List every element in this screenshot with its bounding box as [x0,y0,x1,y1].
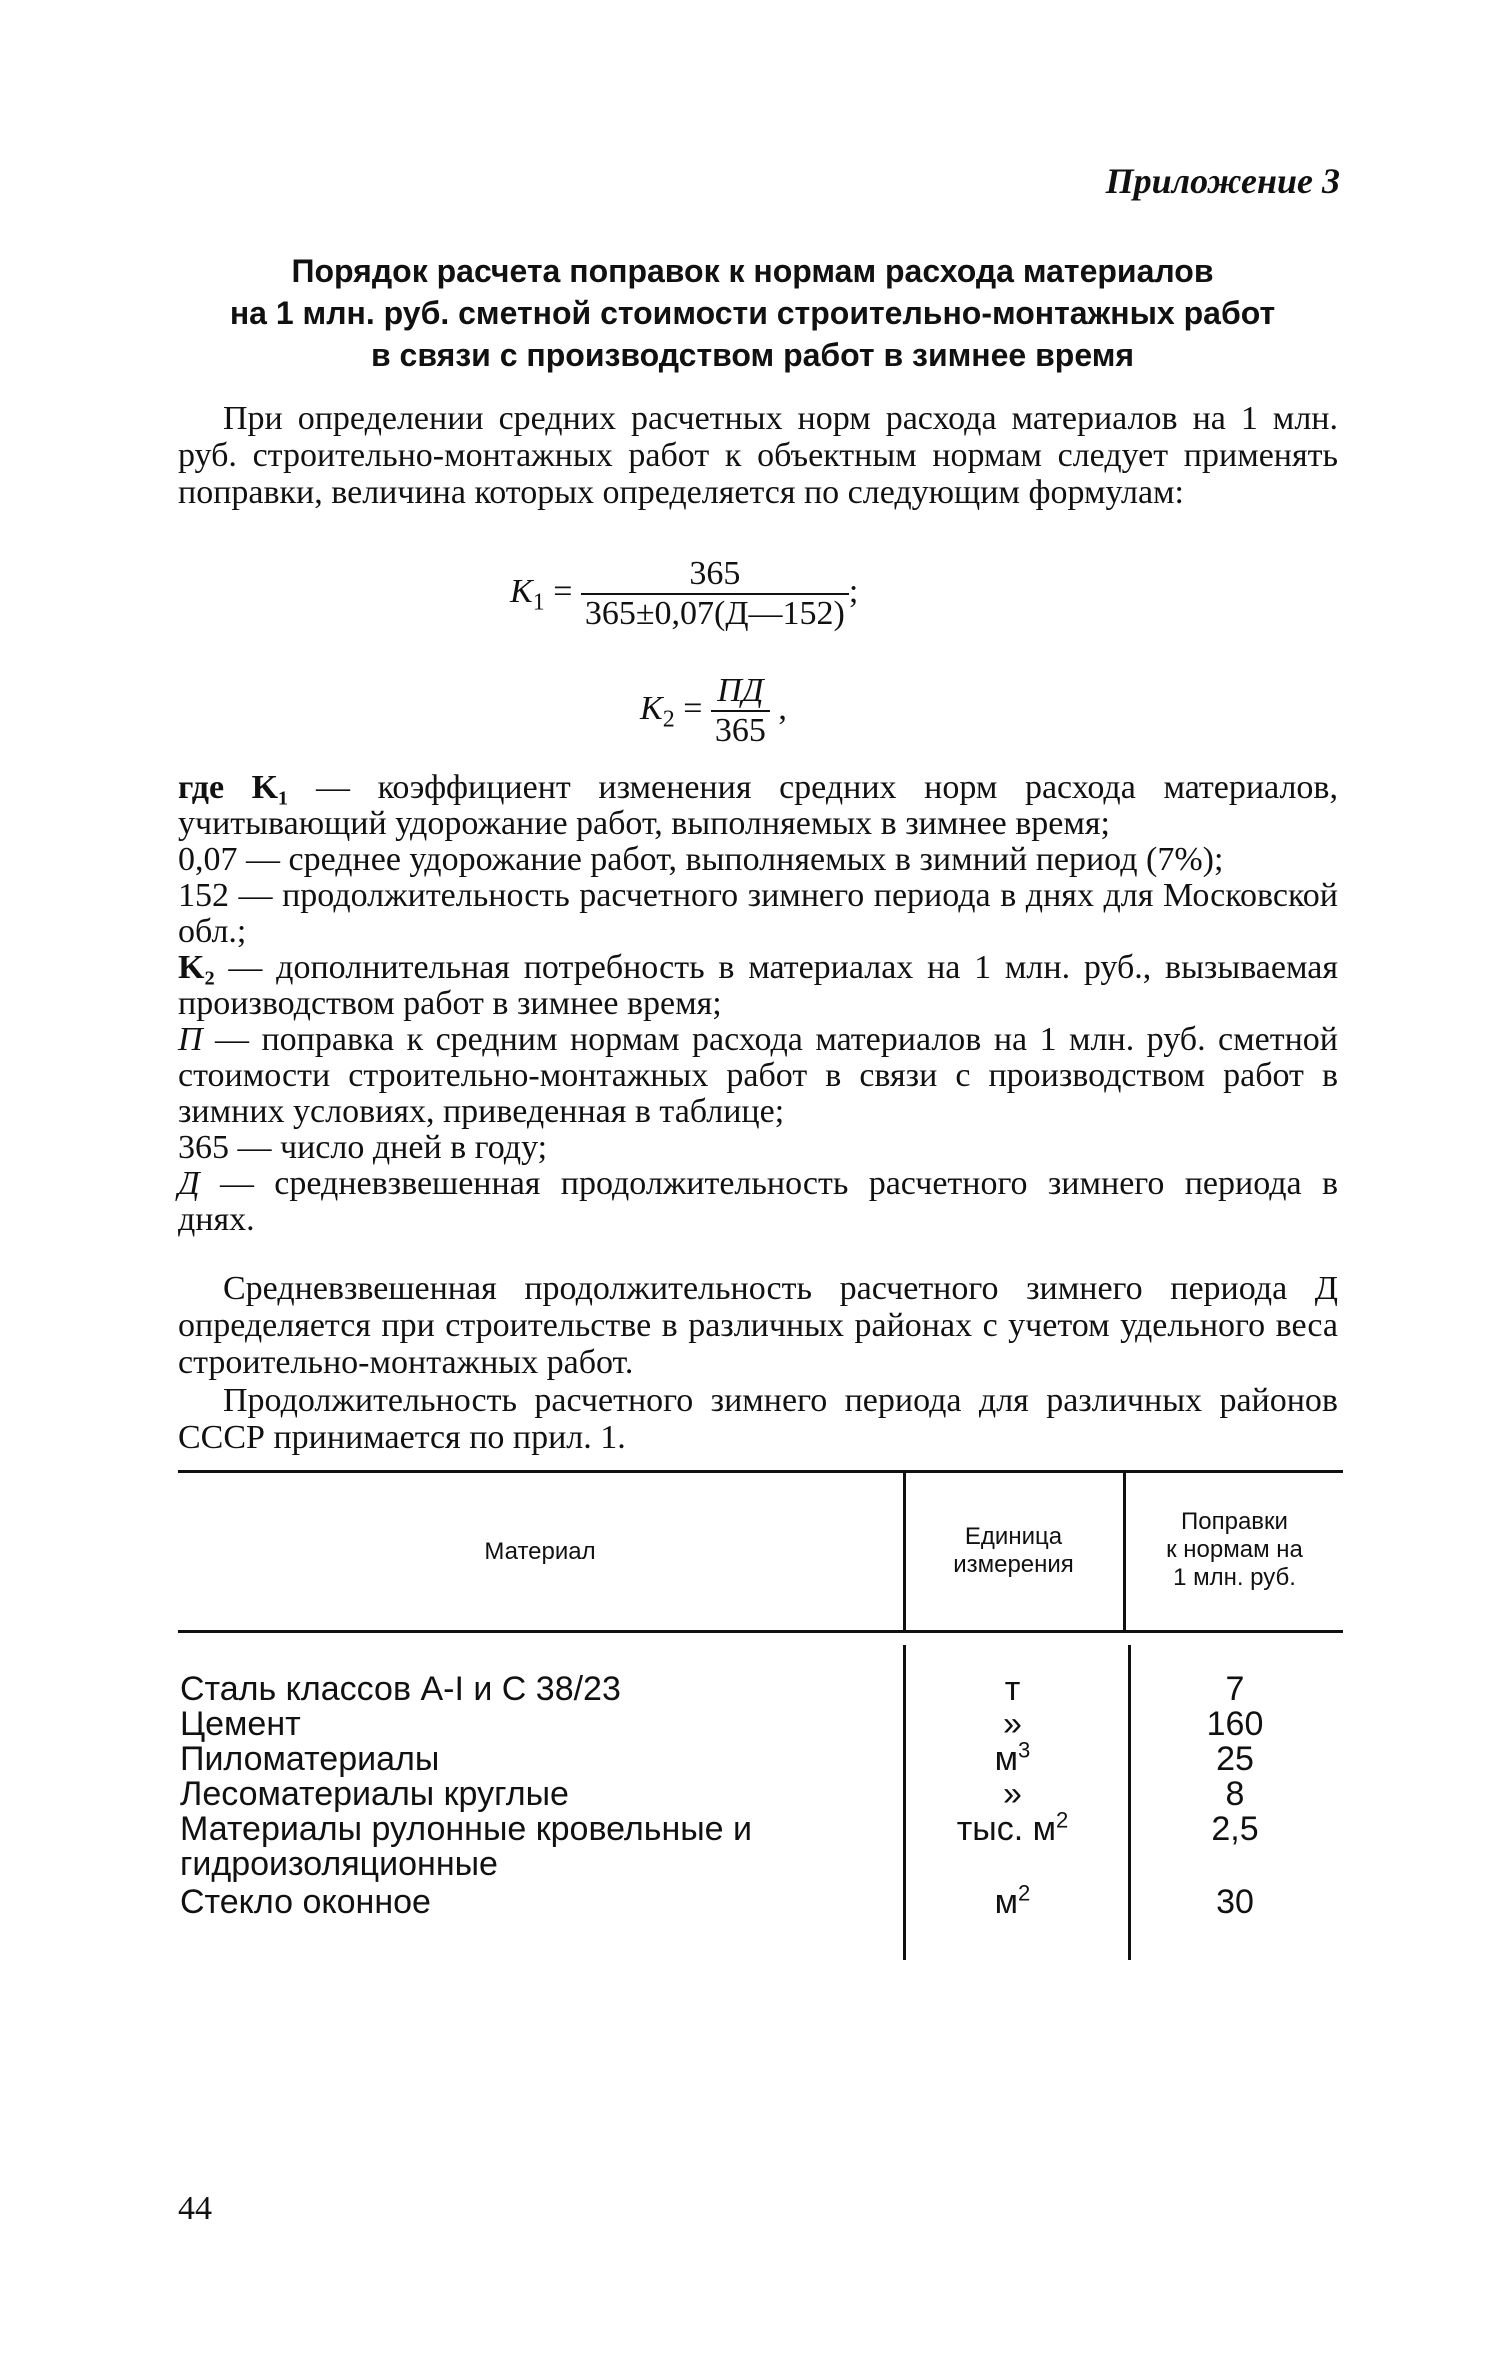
table-row-unit: тыс. $м^2$ [956,1807,1069,1848]
definition-item [178,770,1338,842]
title-line-2: на 1 млн. руб. сметной стоимости строительно-монтажных работ [229,295,1276,331]
definition-item [178,878,1338,950]
table-header-correction [1126,1508,1343,1592]
table-row-value: 160 [1206,1705,1264,1743]
definition-term: П [178,1021,203,1058]
table-row-material: Лесоматериалы круглые [180,1775,569,1813]
table-row-unit: $м^2$ [994,1880,1031,1921]
paragraph-winter-period: Продолжительность расчетного зимнего периода для различных районов СССР принимается по прил. 1. [178,1382,1338,1456]
table-header-correction-line: Поправки [1181,1508,1288,1535]
formula-k1-fraction [581,555,849,633]
formula-k2-numerator: ПД [711,672,770,712]
formula-k2-tail: , [778,689,787,727]
table-row-material: Цемент [180,1705,301,1743]
table-header-unit [906,1523,1121,1579]
definition-term: Д [178,1165,200,1202]
table-row-material: Пиломатериалы [180,1740,440,1778]
formula-k1 [510,555,858,633]
definitions-list [178,770,1338,1238]
page-number: 44 [178,2190,212,2227]
table-row-value: 25 [1216,1740,1254,1778]
appendix-label: Приложение 3 [1105,161,1340,201]
definition-item [178,1022,1338,1130]
formula-k1-denominator: 365±0,07(Д—152) [584,595,845,632]
formula-k2-fraction [711,672,770,750]
table-row-unit: » [1003,1775,1022,1813]
definition-term: K₂ [178,949,215,986]
definition-term: 152 [178,877,229,914]
definition-item [178,950,1338,1022]
table-row-value: 30 [1216,1883,1254,1921]
section-title [170,250,1335,376]
definition-text: — поправка к средним нормам расхода материалов на 1 млн. руб. сметной стоимости строительно-монтажных работ в связи с производством работ в зимних условиях, приведенная в таблице; [178,1021,1338,1130]
definition-text: — продолжительность расчетного зимнего периода в днях для Московской обл.; [178,877,1338,950]
definition-text: — среднее удорожание работ, выполняемых в зимний период (7%); [237,841,1224,878]
table-header-rule [178,1630,1343,1633]
definition-text: — дополнительная потребность в материалах на 1 млн. руб., вызываемая производством работ в зимнее время; [178,949,1338,1022]
paragraph-weighted-duration: Средневзвешенная продолжительность расчетного зимнего периода Д определяется при строительстве в различных районах с учетом удельного веса строительно-монтажных работ. [178,1270,1338,1381]
definition-term: где K₁ [178,769,289,806]
formula-k1-numerator: 365 [581,555,849,595]
definition-item [178,1166,1338,1238]
table-row-material: Стекло оконное [180,1883,431,1921]
table-header-unit-line: Единица [964,1523,1063,1550]
formula-k2-denominator: 365 [714,712,766,749]
formula-k2 [640,672,787,750]
intro-paragraph: При определении средних расчетных норм расхода материалов на 1 млн. руб. строительно-монтажных работ к объектным нормам следует применять поправки, величина которых определяется по следующим формулам: [178,400,1338,511]
formula-k2-eq: = [683,689,703,727]
title-line-1: Порядок расчета поправок к нормам расхода материалов [291,253,1214,289]
table-header-correction-line: 1 млн. руб. [1173,1564,1296,1591]
definition-item [178,1130,1338,1166]
formula-k2-sub: 2 [662,706,675,733]
table-header-material: Материал [484,1538,596,1565]
definition-text: — число дней в году; [229,1129,548,1166]
formula-k2-lhs: K [640,689,663,727]
table-row-value: 2,5 [1211,1810,1259,1848]
table-row-unit: $м^3$ [994,1737,1031,1778]
table-row-material: Сталь классов А-I и С 38/23 [180,1670,621,1708]
table-row-value: 7 [1225,1670,1245,1708]
definition-term: 0,07 [178,841,238,878]
definition-text: — коэффициент изменения средних норм расхода материалов, учитывающий удорожание работ, выполняемых в зимнее время; [178,769,1338,842]
table-row-unit: т [1004,1670,1021,1708]
formula-k1-tail: ; [848,572,859,610]
table-header-correction-line: к нормам на [1166,1536,1303,1563]
table-top-rule [178,1470,1343,1473]
formula-k1-lhs: K [510,572,533,610]
table-header-unit-line: измерения [953,1551,1074,1578]
definition-item [178,842,1338,878]
table-row-unit: » [1003,1705,1022,1743]
table-row-value: 8 [1225,1775,1245,1813]
formula-k1-sub: 1 [532,589,545,616]
formula-k1-eq: = [553,572,573,610]
table-row-material: Материалы рулонные кровельные и гидроизоляционные [180,1810,753,1883]
definition-term: 365 [178,1129,229,1166]
definition-text: — средневзвешенная продолжительность расчетного зимнего периода в днях. [178,1165,1338,1238]
title-line-3: в связи с производством работ в зимнее время [370,337,1135,373]
